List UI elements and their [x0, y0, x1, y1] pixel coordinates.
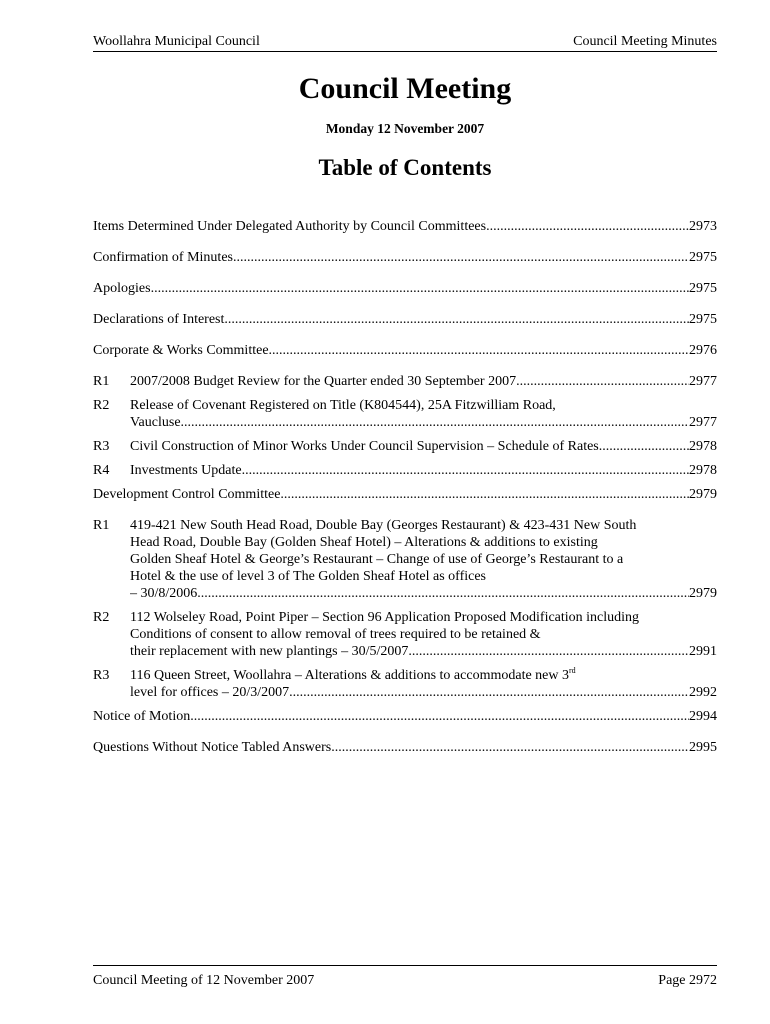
toc-page-number: 2978 — [689, 463, 717, 478]
toc-entry-corporate-r1[interactable]: R1 2007/2008 Budget Review for the Quarter ended 30 September 2007 ..... 2977 — [93, 373, 717, 390]
toc-page-number: 2991 — [689, 644, 717, 659]
toc-page-number: 2977 — [689, 415, 717, 430]
toc-page-number: 2995 — [689, 740, 717, 755]
toc-entry-development-r2[interactable]: R2 112 Wolseley Road, Point Piper – Section 96 Application Proposed Modification including Conditions of consent to allow removal of trees required to be retained & their replacement with new plantings – 30/5/2007 ..... 2991 — [93, 609, 717, 660]
toc-entry-confirmation[interactable]: Confirmation of Minutes ..... 2975 — [93, 249, 717, 266]
toc-entry-apologies[interactable]: Apologies ..... 2975 — [93, 280, 717, 297]
toc-page-number: 2977 — [689, 374, 717, 389]
toc-entry-declarations[interactable]: Declarations of Interest ..... 2975 — [93, 311, 717, 328]
toc-page-number: 2994 — [689, 709, 717, 724]
toc-item-number: R2 — [93, 610, 110, 625]
toc-item-number: R1 — [93, 374, 110, 389]
toc-entry-corporate-r3[interactable]: R3 Civil Construction of Minor Works Under Council Supervision – Schedule of Rates ..... 2978 — [93, 438, 717, 455]
toc-page-number: 2992 — [689, 685, 717, 700]
footer-page-number: Page 2972 — [658, 973, 717, 988]
toc-entry-corporate-r4[interactable]: R4 Investments Update ..... 2978 — [93, 462, 717, 479]
toc-item-number: R2 — [93, 398, 110, 413]
table-of-contents — [93, 218, 717, 770]
page-header — [93, 34, 717, 52]
toc-item-number: R1 — [93, 518, 110, 533]
meeting-date: Monday 12 November 2007 — [325, 121, 485, 136]
toc-entry-development-committee[interactable]: Development Control Committee ..... 2979 — [93, 486, 717, 503]
toc-entry-questions[interactable]: Questions Without Notice Tabled Answers ..... 2995 — [93, 739, 717, 756]
header-document-type: Council Meeting Minutes — [573, 34, 717, 49]
toc-page-number: 2979 — [689, 487, 717, 502]
toc-entry-development-r3[interactable]: R3 116 Queen Street, Woollahra – Alterations & additions to accommodate new 3rd level for offices – 20/3/2007 ..... 2992 — [93, 667, 717, 701]
toc-entry-notice-of-motion[interactable]: Notice of Motion ..... 2994 — [93, 708, 717, 725]
toc-entry-delegated[interactable]: Items Determined Under Delegated Authority by Council Committees ..... 2973 — [93, 218, 717, 235]
toc-entry-corporate-r2[interactable]: R2 Release of Covenant Registered on Title (K804544), 25A Fitzwilliam Road, Vaucluse ..... 2977 — [93, 397, 717, 431]
toc-entry-development-r1[interactable]: R1 419-421 New South Head Road, Double Bay (Georges Restaurant) & 423-431 New South Head Road, Double Bay (Golden Sheaf Hotel) – Alterations & additions to existing Golden Sheaf Hotel & George’s Restaurant – Change of use of George’s Restaurant to a Hotel & the use of level 3 of The Golden Sheaf Hotel as offices – 30/8/2006 ..... 2979 — [93, 517, 717, 602]
toc-page-number: 2973 — [689, 219, 717, 234]
toc-page-number: 2978 — [689, 439, 717, 454]
toc-page-number: 2975 — [689, 250, 717, 265]
toc-item-number: R4 — [93, 463, 110, 478]
header-council-name: Woollahra Municipal Council — [93, 34, 260, 49]
footer-meeting: Council Meeting of 12 November 2007 — [93, 973, 315, 988]
toc-page-number: 2975 — [689, 312, 717, 327]
page-title: Council Meeting — [298, 72, 512, 105]
toc-entry-corporate-committee[interactable]: Corporate & Works Committee ..... 2976 — [93, 342, 717, 359]
toc-heading: Table of Contents — [318, 155, 492, 180]
toc-page-number: 2976 — [689, 343, 717, 358]
toc-item-number: R3 — [93, 668, 110, 683]
toc-page-number: 2979 — [689, 586, 717, 601]
toc-item-number: R3 — [93, 439, 110, 454]
toc-page-number: 2975 — [689, 281, 717, 296]
page-footer — [93, 965, 717, 989]
